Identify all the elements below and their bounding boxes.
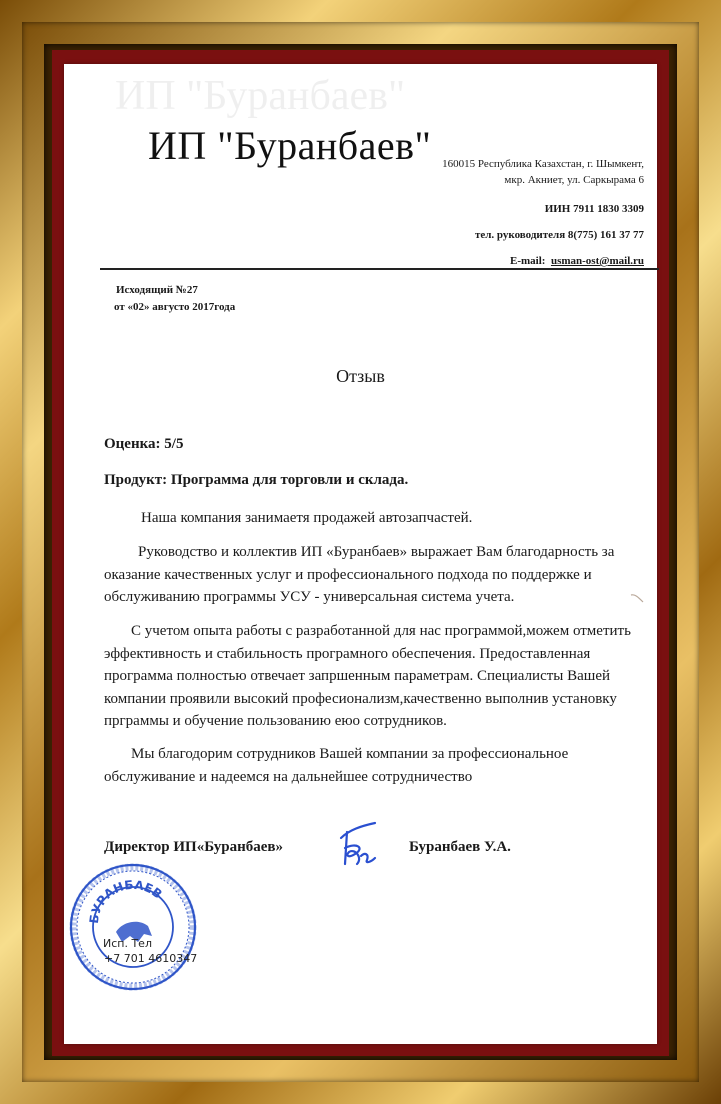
svg-text:БУРАНБАЕВ — [87, 878, 165, 925]
paragraph-3: С учетом опыта работы с разработанной для нас программой,можем отметить эффективность и стабильность програмного обеспечения. Предоставленная программа полностью отвечает запршенным параметрам. Специалисты Вашей компании проявили высокий професионализм,качественно выполнив установку прграммы и обучение пользованию еюо сотрудников. — [104, 623, 631, 729]
paper-speck — [630, 592, 644, 604]
document-title: Отзыв — [336, 366, 385, 386]
email-line — [510, 255, 644, 267]
letterhead-watermark: ИП "Буранбаев" — [115, 73, 406, 119]
stamp-line-1: Исп. Тел — [103, 937, 152, 950]
address-line-2: мкр. Акниет, ул. Саркырама 6 — [504, 174, 644, 186]
iin: ИИН 7911 1830 3309 — [544, 203, 644, 215]
outgoing-number: Исходящий №27 — [116, 284, 198, 296]
product: Продукт: Программа для торговли и склада. — [104, 472, 409, 488]
signatory-name: Буранбаев У.А. — [409, 839, 511, 855]
company-seal — [68, 862, 198, 992]
email-label: E-mail: — [510, 255, 546, 267]
handwritten-signature — [335, 818, 381, 868]
letter-date: от «02» августо 2017года — [114, 301, 236, 313]
paragraph-1: Наша компания занимаетя продажей автозапчастей. — [141, 510, 473, 526]
signature-label: Директор ИП«Буранбаев» — [104, 839, 283, 855]
paragraph-4: Мы благодорим сотрудников Вашей компании за профессиональное обслуживание и надеемся на дальнейшее сотрудничество — [104, 746, 569, 785]
email-link[interactable]: usman-ost@mail.ru — [550, 255, 644, 267]
address-line-1: 160015 Республика Казахстан, г. Шымкент, — [442, 158, 644, 170]
company-name: ИП "Буранбаев" — [148, 123, 432, 168]
rating: Оценка: 5/5 — [104, 436, 184, 452]
director-phone: тел. руководителя 8(775) 161 37 77 — [474, 229, 644, 241]
paragraph-2: Руководство и коллектив ИП «Буранбаев» выражает Вам благодарность за оказание качественных услуг и профессионального подхода по поддержке и обслуживанию программы УСУ - универсальная система учета. — [104, 544, 615, 605]
header-divider — [100, 268, 659, 270]
stamp-line-2: +7 701 4610347 — [104, 952, 198, 965]
seal-arc-text: БУРАНБАЕВ — [86, 877, 165, 925]
